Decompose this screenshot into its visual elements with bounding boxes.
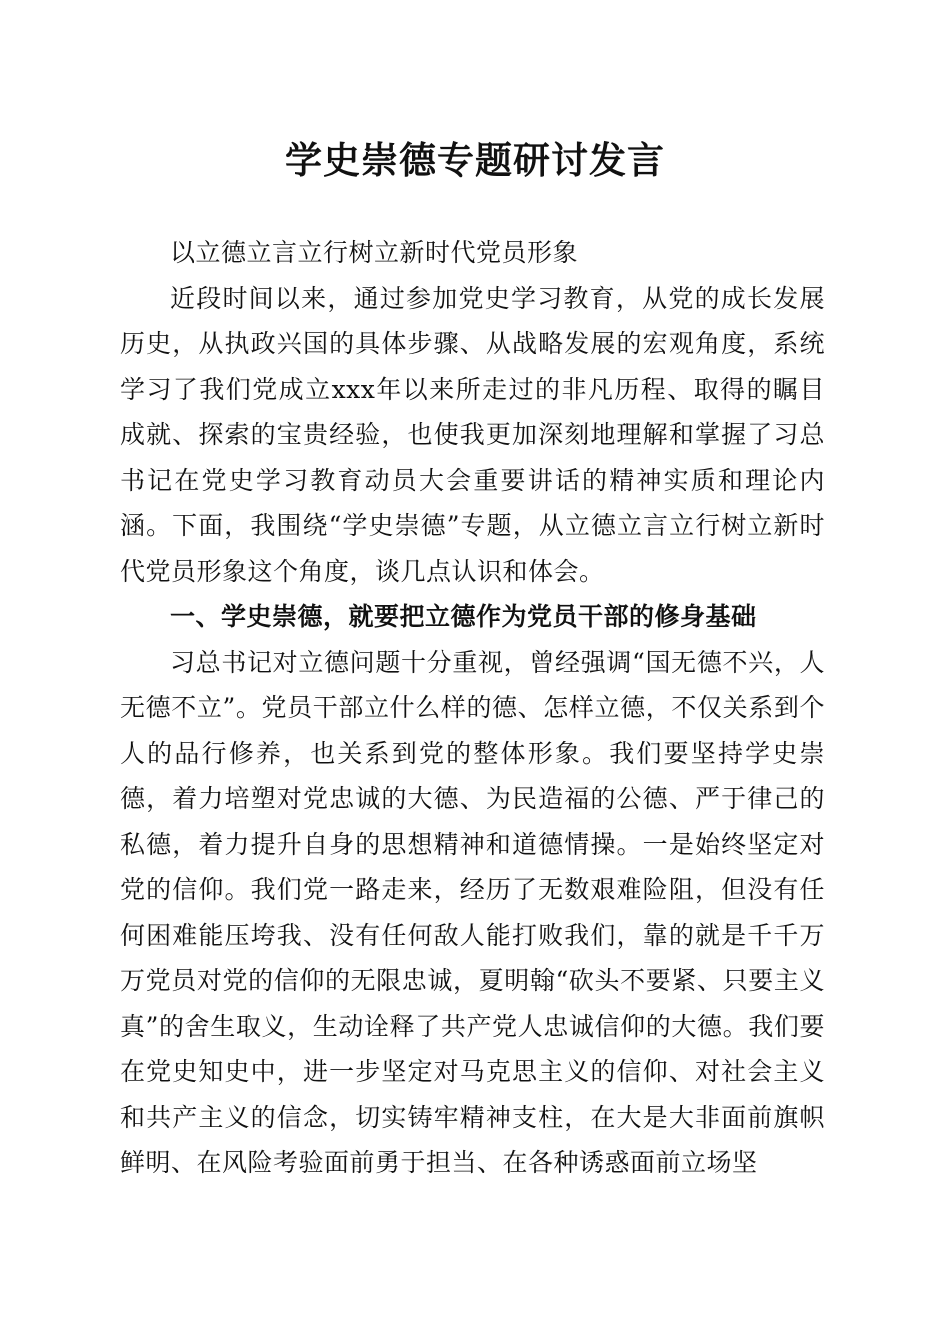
section-heading-1: 一、学史崇德，就要把立德作为党员干部的修身基础 [170, 602, 757, 631]
document-subtitle: 以立德立言立行树立新时代党员形象 [170, 238, 579, 267]
document-body [120, 230, 825, 1186]
section-paragraph-1: 习总书记对立德问题十分重视，曾经强调“国无德不兴，人无德不立”。党员干部立什么样的德、怎样立德，不仅关系到个人的品行修养，也关系到党的整体形象。我们要坚持学史崇德，着力培塑对党忠诚的大德、为民造福的公德、严于律己的私德，着力提升自身的思想精神和道德情操。一是始终坚定对党的信仰。我们党一路走来，经历了无数艰难险阻，但没有任何困难能压垮我、没有任何敌人能打败我们，靠的就是千千万万党员对党的信仰的无限忠诚，夏明翰“砍头不要紧、只要主义真”的舍生取义，生动诠释了共产党人忠诚信仰的大德。我们要在党史知史中，进一步坚定对马克思主义的信仰、对社会主义和共产主义的信念，切实铸牢精神支柱，在大是大非面前旗帜鲜明、在风险考验面前勇于担当、在各种诱惑面前立场坚 [120, 647, 825, 1177]
intro-paragraph: 近段时间以来，通过参加党史学习教育，从党的成长发展历史，从执政兴国的具体步骤、从战略发展的宏观角度，系统学习了我们党成立xxx年以来所走过的非凡历程、取得的瞩目成就、探索的宝贵经验，也使我更加深刻地理解和掌握了习总书记在党史学习教育动员大会重要讲话的精神实质和理论内涵。下面，我围绕“学史崇德”专题，从立德立言立行树立新时代党员形象这个角度，谈几点认识和体会。 [120, 283, 825, 586]
document-title: 学史崇德专题研讨发言 [285, 138, 665, 182]
